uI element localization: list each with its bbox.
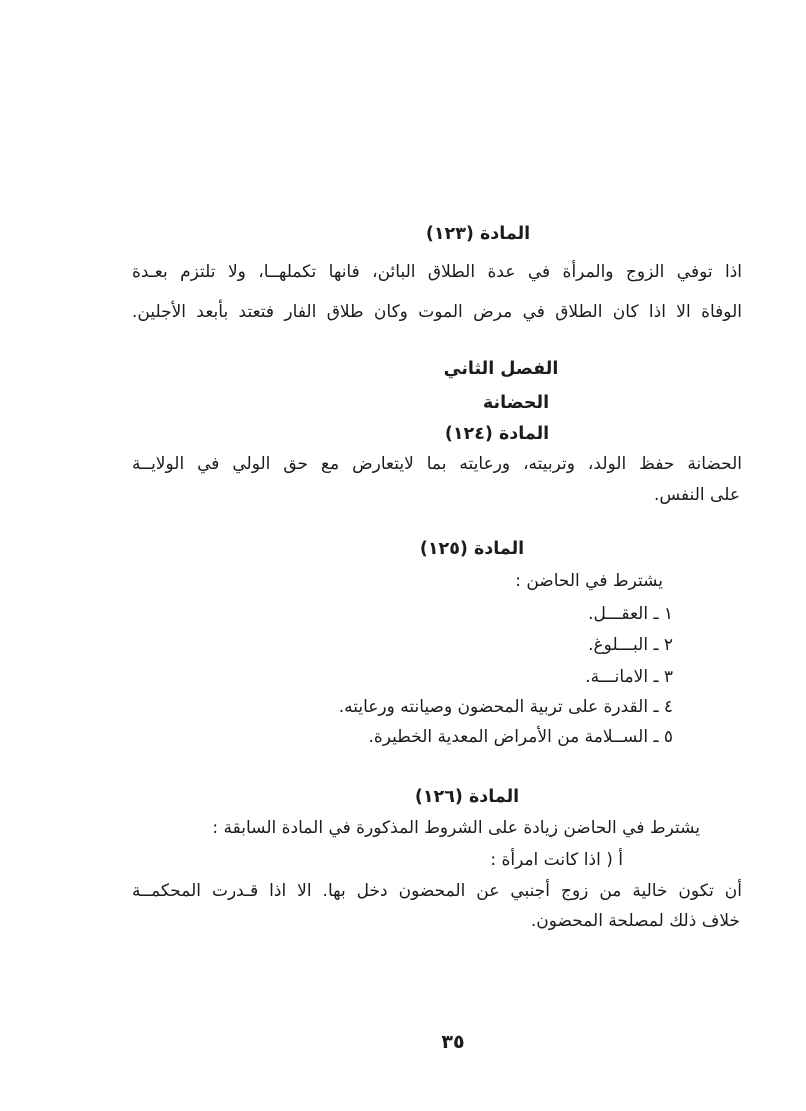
article-126-line-1: أن تكون خالية من زوج أجنبي عن المحضون دخل بها. الا اذا قـدرت المحكمــة [132, 881, 742, 901]
article-126-item-a: أ ‎)‎ اذا كانت امرأة : [490, 850, 623, 870]
chapter-title: الفصل الثاني [443, 359, 559, 379]
article-125-item-2: ٢ ـ البـــلوغ. [588, 635, 673, 655]
article-124-heading: المادة (١٢٤) [444, 424, 550, 444]
page-number: ٣٥ [441, 1031, 465, 1053]
article-123-line-1: اذا توفي الزوج والمرأة في عدة الطلاق البائن، فانها تكملهــا، ولا تلتزم بعـدة [132, 262, 742, 282]
article-126-heading: المادة (١٢٦) [414, 787, 520, 807]
article-123-heading: المادة (١٢٣) [425, 224, 531, 244]
article-125-item-1: ١ ـ العقـــل. [588, 604, 673, 624]
article-124-line-1: الحضانة حفظ الولد، وتربيته، ورعايته بما لايتعارض مع حق الولي في الولايــة [132, 454, 742, 474]
article-126-line-2: خلاف ذلك لمصلحة المحضون. [530, 911, 740, 931]
article-125-item-3: ٣ ـ الامانـــة. [585, 667, 673, 687]
article-124-line-2: على النفس. [653, 485, 740, 505]
chapter-subtitle: الحضانة [482, 393, 550, 413]
article-125-item-5: ٥ ـ الســلامة من الأمراض المعدية الخطيرة. [368, 727, 673, 747]
article-125-item-4: ٤ ـ القدرة على تربية المحضون وصيانته ورعايته. [338, 697, 673, 717]
article-125-intro: يشترط في الحاضن : [515, 571, 663, 591]
article-123-line-2: الوفاة الا اذا كان الطلاق في مرض الموت وكان طلاق الفار فتعتد بأبعد الأجلين. [132, 302, 742, 322]
article-125-heading: المادة (١٢٥) [419, 539, 525, 559]
article-126-intro: يشترط في الحاضن زيادة على الشروط المذكورة في المادة السابقة : [212, 818, 700, 838]
